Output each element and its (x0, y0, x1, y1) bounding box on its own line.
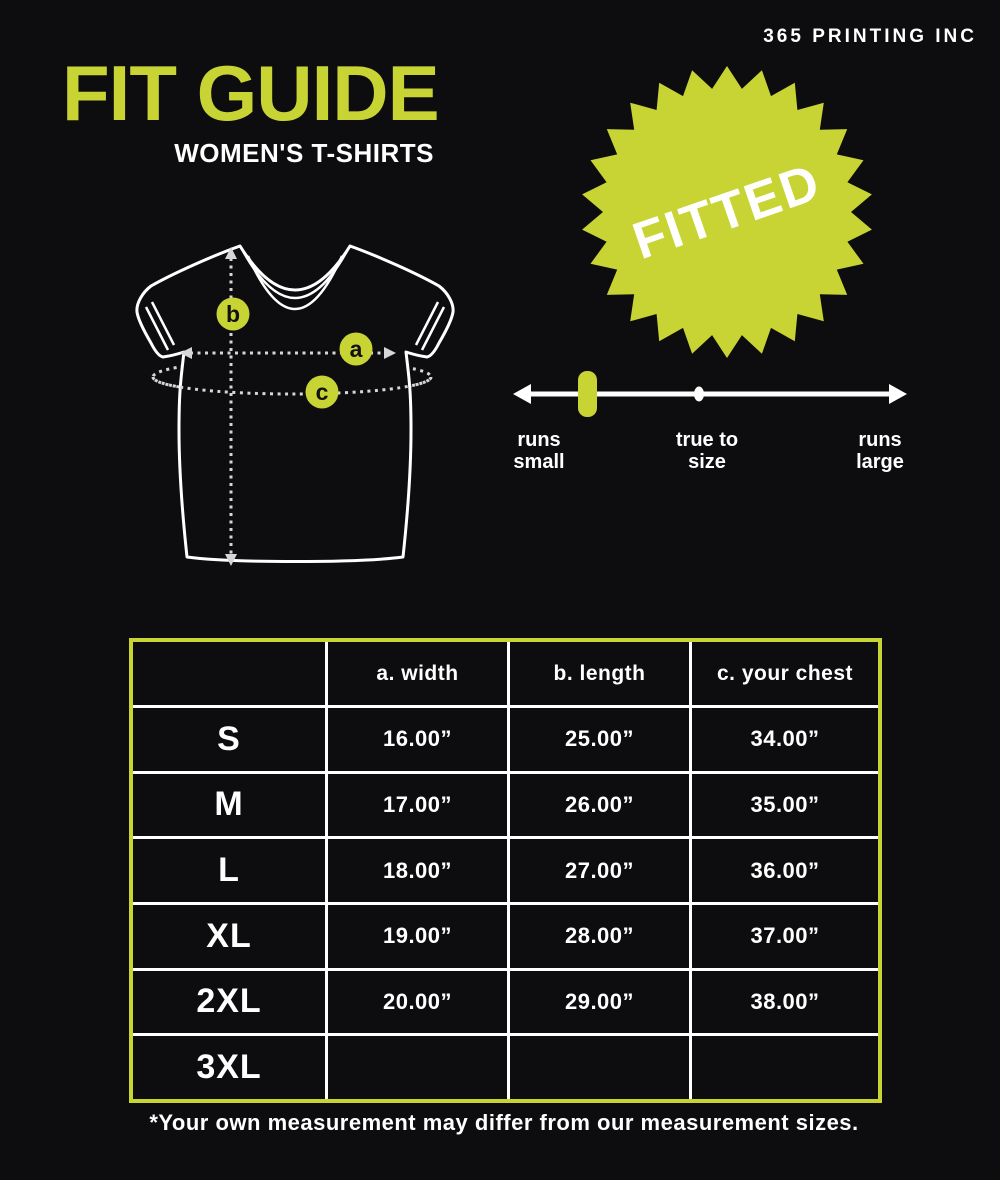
marker-chest (306, 376, 339, 409)
marker-chest-label: c (315, 379, 329, 405)
marker-length-label: b (225, 301, 241, 327)
scale-label-line: runs (858, 429, 902, 451)
footnote: *Your own measurement may differ from our measurement sizes. (149, 1110, 859, 1135)
length-cell: 27.00” (507, 839, 689, 902)
tshirt-outline (137, 246, 453, 562)
chest-cell: 34.00” (689, 708, 878, 771)
chest-cell (689, 1036, 878, 1099)
scale-label-line: size (688, 451, 726, 473)
marker-width-label: a (349, 336, 363, 362)
header-width-cell: a. width (325, 642, 507, 705)
scale-label-true-to-size (642, 429, 772, 473)
page-subtitle: WOMEN'S T-SHIRTS (174, 138, 434, 168)
marker-width (340, 333, 373, 366)
width-cell: 18.00” (325, 839, 507, 902)
scale-label-line: runs (517, 429, 561, 451)
length-cell: 28.00” (507, 905, 689, 968)
chest-cell: 35.00” (689, 774, 878, 837)
header-chest-cell: c. your chest (689, 642, 878, 705)
chest-cell: 38.00” (689, 971, 878, 1034)
width-cell: 19.00” (325, 905, 507, 968)
width-cell: 20.00” (325, 971, 507, 1034)
table-row (133, 968, 878, 1034)
length-cell: 25.00” (507, 708, 689, 771)
size-cell: 2XL (196, 982, 262, 1021)
table-header-row (133, 642, 878, 705)
marker-length (217, 298, 250, 331)
fit-scale (505, 360, 915, 422)
size-cell: S (217, 719, 241, 758)
scale-label-runs-large (815, 429, 945, 473)
size-cell: 3XL (196, 1048, 262, 1087)
tshirt-measurement-diagram (110, 228, 480, 578)
size-cell: L (218, 851, 240, 890)
chest-cell: 36.00” (689, 839, 878, 902)
length-cell: 29.00” (507, 971, 689, 1034)
table-row (133, 705, 878, 771)
size-cell: M (214, 785, 244, 824)
scale-label-line: true to (675, 429, 739, 451)
length-cell: 26.00” (507, 774, 689, 837)
true-to-size-dot (694, 387, 704, 402)
scale-label-line: small (513, 451, 565, 473)
chest-cell: 37.00” (689, 905, 878, 968)
table-row (133, 836, 878, 902)
scale-label-runs-small (474, 429, 604, 473)
table-row (133, 771, 878, 837)
table-row (133, 902, 878, 968)
page-title: FIT GUIDE (62, 49, 439, 137)
length-cell (507, 1036, 689, 1099)
header-length-cell: b. length (507, 642, 689, 705)
size-table (129, 638, 882, 1103)
table-row (133, 1033, 878, 1099)
scale-label-line: large (856, 451, 904, 473)
brand-name: 365 PRINTING INC (763, 26, 977, 47)
size-cell: XL (206, 916, 252, 955)
width-cell (325, 1036, 507, 1099)
scale-arrow-left-icon (513, 384, 531, 404)
header-empty-cell (133, 642, 325, 705)
badge-label: FITTED (625, 153, 829, 271)
fitted-badge (560, 45, 894, 379)
fit-position-marker (578, 371, 597, 417)
scale-arrow-right-icon (889, 384, 907, 404)
width-cell: 17.00” (325, 774, 507, 837)
width-cell: 16.00” (325, 708, 507, 771)
